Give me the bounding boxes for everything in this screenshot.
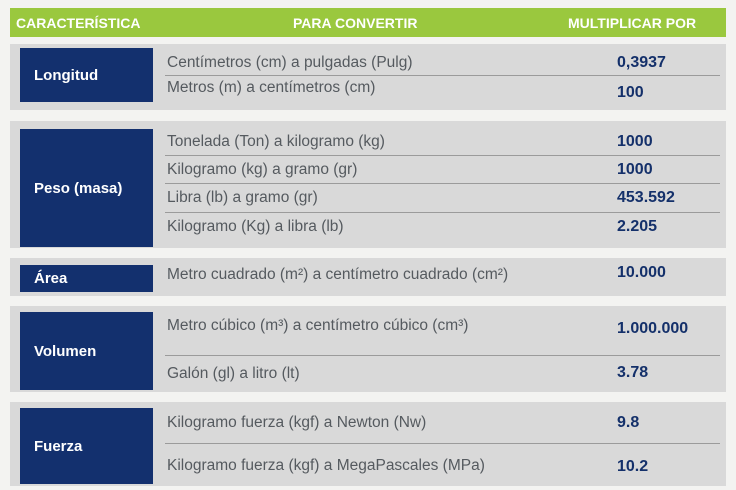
factor-value: 453.592 bbox=[617, 189, 675, 206]
table-row bbox=[165, 76, 720, 106]
table-row bbox=[165, 260, 720, 294]
category-label: Fuerza bbox=[20, 408, 153, 484]
conversion-text: Kilogramo fuerza (kgf) a Newton (Nw) bbox=[167, 414, 427, 431]
category-label: Volumen bbox=[20, 312, 153, 390]
factor-value: 1000 bbox=[617, 161, 653, 178]
conversion-text: Galón (gl) a litro (lt) bbox=[167, 365, 300, 382]
factor-value: 3.78 bbox=[617, 364, 649, 381]
factor-value: 1.000.000 bbox=[617, 320, 689, 337]
category-label: Longitud bbox=[20, 48, 153, 102]
factor-value: 0,3937 bbox=[617, 54, 666, 71]
conversion-text: Tonelada (Ton) a kilogramo (kg) bbox=[167, 133, 385, 150]
table-row bbox=[165, 356, 720, 388]
conversion-text: Kilogramo (Kg) a libra (lb) bbox=[167, 218, 344, 235]
conversion-text: Metros (m) a centímetros (cm) bbox=[167, 79, 376, 96]
factor-value: 9.8 bbox=[617, 414, 640, 431]
conversion-text: Metro cúbico (m³) a centímetro cúbico (cm³) bbox=[167, 317, 469, 334]
header-para-convertir: PARA CONVERTIR bbox=[293, 15, 418, 31]
factor-value: 2.205 bbox=[617, 218, 658, 235]
factor-value: 100 bbox=[617, 84, 644, 101]
table-row bbox=[165, 213, 720, 243]
table-row bbox=[165, 50, 720, 76]
table-header bbox=[10, 8, 726, 37]
conversion-text: Kilogramo (kg) a gramo (gr) bbox=[167, 161, 358, 178]
conversion-text: Metro cuadrado (m²) a centímetro cuadrado (cm²) bbox=[167, 266, 509, 283]
table-row bbox=[165, 127, 720, 156]
group-peso-masa bbox=[10, 121, 726, 248]
table-row bbox=[165, 404, 720, 444]
table-row bbox=[165, 310, 720, 356]
conversion-text: Libra (lb) a gramo (gr) bbox=[167, 189, 318, 206]
header-multiplicar-por: MULTIPLICAR POR bbox=[568, 15, 697, 31]
conversion-text: Centímetros (cm) a pulgadas (Pulg) bbox=[167, 54, 413, 71]
group-area bbox=[10, 258, 726, 296]
factor-value: 10.2 bbox=[617, 458, 649, 475]
table-row bbox=[165, 156, 720, 184]
table-row bbox=[165, 444, 720, 484]
conversion-text: Kilogramo fuerza (kgf) a MegaPascales (MPa) bbox=[167, 457, 485, 474]
category-label: Peso (masa) bbox=[20, 129, 153, 247]
header-caracteristica: CARACTERÍSTICA bbox=[16, 15, 141, 31]
group-volumen bbox=[10, 306, 726, 392]
table-row bbox=[165, 184, 720, 213]
category-label: Área bbox=[20, 265, 153, 292]
group-fuerza bbox=[10, 402, 726, 486]
factor-value: 10.000 bbox=[617, 264, 666, 281]
factor-value: 1000 bbox=[617, 133, 653, 150]
group-longitud bbox=[10, 44, 726, 110]
